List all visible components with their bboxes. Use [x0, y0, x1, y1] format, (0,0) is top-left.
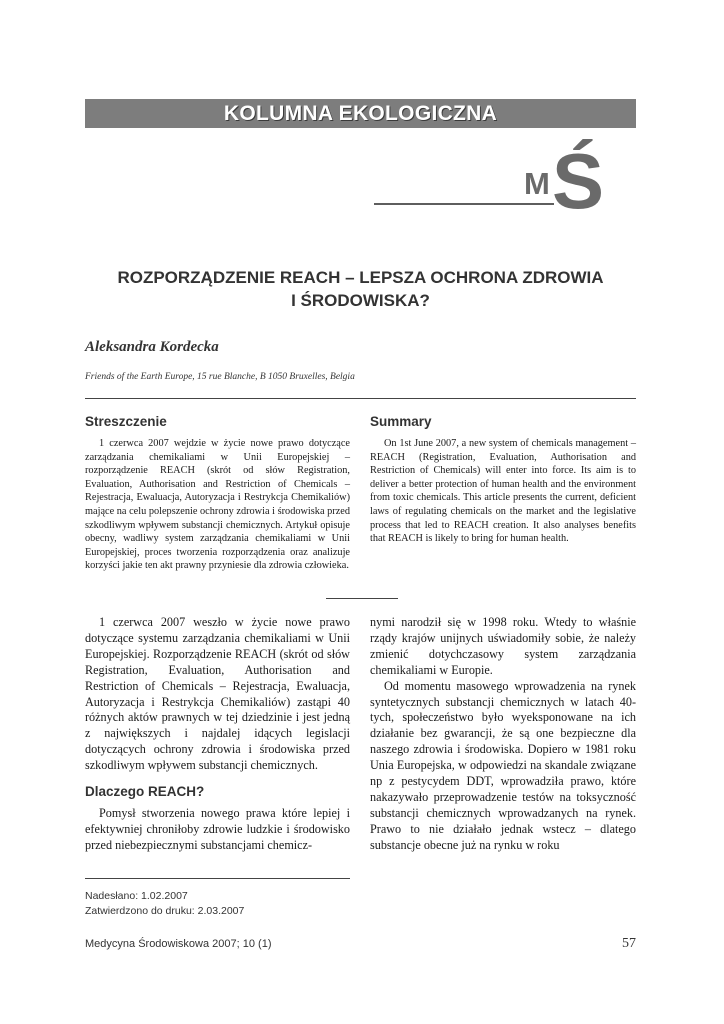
- body-paragraph: Pomysł stworzenia nowego prawa które lepiej i efektywniej chroniłoby zdrowie ludzkie i środowisko przed niebezpiecznymi substancjami chemicz-: [85, 806, 350, 852]
- page-number: 57: [622, 936, 636, 951]
- title-line-2: I ŚRODOWISKA?: [291, 291, 430, 310]
- journal-citation: Medycyna Środowiskowa 2007; 10 (1): [85, 938, 272, 950]
- author-name: Aleksandra Kordecka: [85, 339, 219, 355]
- logo-letter-s: Ś: [552, 137, 605, 225]
- body-paragraph: nymi narodził się w 1998 roku. Wtedy to właśnie rządy krajów unijnych uświadomiły sobie, że należy zmienić dotychczasowy system zarządzania chemikaliami w Europie.: [370, 615, 636, 677]
- body-left-column: [85, 615, 350, 854]
- body-paragraph: 1 czerwca 2007 weszło w życie nowe prawo dotyczące systemu zarządzania chemikaliami w Unii Europejskiej. Rozporządzenie REACH (skrót od słów Registration, Evaluation, Authorisation and Restriction of Chemicals – Rejestracja, Ewaluacja, Autoryzacja i Restrykcja Chemikaliów) zastąpi 40 różnych aktów prawnych w tej dziedzinie i jest jedną z największych i najdalej idących legislacji dotyczących ochrony zdrowia i środowiska przed szkodliwym wpływem substancji chemicznych.: [85, 615, 350, 773]
- body-right-column: [370, 615, 636, 854]
- abstract-pl: [85, 437, 350, 573]
- abstract-pl-heading: Streszczenie: [85, 414, 167, 429]
- abstract-en: [370, 437, 636, 546]
- abstract-en-heading: Summary: [370, 414, 432, 429]
- section-divider: [326, 598, 398, 599]
- footnote-divider: [85, 878, 350, 879]
- body-paragraph: Od momentu masowego wprowadzenia na rynek syntetycznych substancji chemicznych w latach 40-tych, społeczeństwo było wyeksponowane na ich działanie bez gwarancji, że są one bezpieczne dla naszego zdrowia i środowiska. Dopiero w 1981 roku Unia Europejska, w odpowiedzi na skandale związane np z pestycydem DDT, wprowadziła prawo, które nakazywało przeprowadzenie testów na toksyczność substancji chemicznych wprowadzanych na rynek. Prawo to nie działało jednak wstecz – dlatego substancje obecne już na rynku w roku: [370, 678, 636, 852]
- abstract-en-text: On 1st June 2007, a new system of chemicals management – REACH (Registration, Evaluation, Authorisation and Restriction of Chemicals) will enter into force. Its aim is to deliver a better protection of human health and the environment from toxic chemicals. This article presents the current, deficient laws of regulating chemicals on the market and the legislative process that led to REACH creation. It also analyses benefits that REACH is likely to bring for human health.: [370, 438, 636, 545]
- section-heading: Dlaczego REACH?: [85, 784, 205, 800]
- header-divider: [85, 398, 636, 399]
- received-date: Nadesłano: 1.02.2007: [85, 890, 188, 902]
- logo-letter-m: M: [524, 166, 550, 201]
- article-title: [85, 266, 636, 312]
- banner-title: KOLUMNA EKOLOGICZNA: [223, 102, 498, 125]
- author-affiliation: Friends of the Earth Europe, 15 rue Blanche, B 1050 Bruxelles, Belgia: [85, 372, 355, 382]
- title-line-1: ROZPORZĄDZENIE REACH – LEPSZA OCHRONA ZDROWIA: [117, 268, 604, 287]
- abstract-pl-text: 1 czerwca 2007 wejdzie w życie nowe prawo dotyczące zarządzania chemikaliami w Unii Europejskiej – rozporządzenie REACH (skrót od słów Registration, Evaluation, Authorisation and Restriction of Chemicals – Rejestracja, Ewaluacja, Autoryzacja i Restrykcja Chemikaliów) mające na celu polepszenie ochrony zdrowia i środowiska przed szkodliwym wpływem substancji chemicznych. Artykuł opisuje obecny, wadliwy system zarządzania chemikaliami w Unii Europejskiej, proces tworzenia rozporządzenia oraz analizuje korzyści jakie ten akt prawny przyniesie dla zdrowia człowieka.: [85, 438, 350, 572]
- accepted-date: Zatwierdzono do druku: 2.03.2007: [85, 905, 245, 917]
- journal-logo: [524, 138, 604, 238]
- column-banner: [85, 99, 636, 128]
